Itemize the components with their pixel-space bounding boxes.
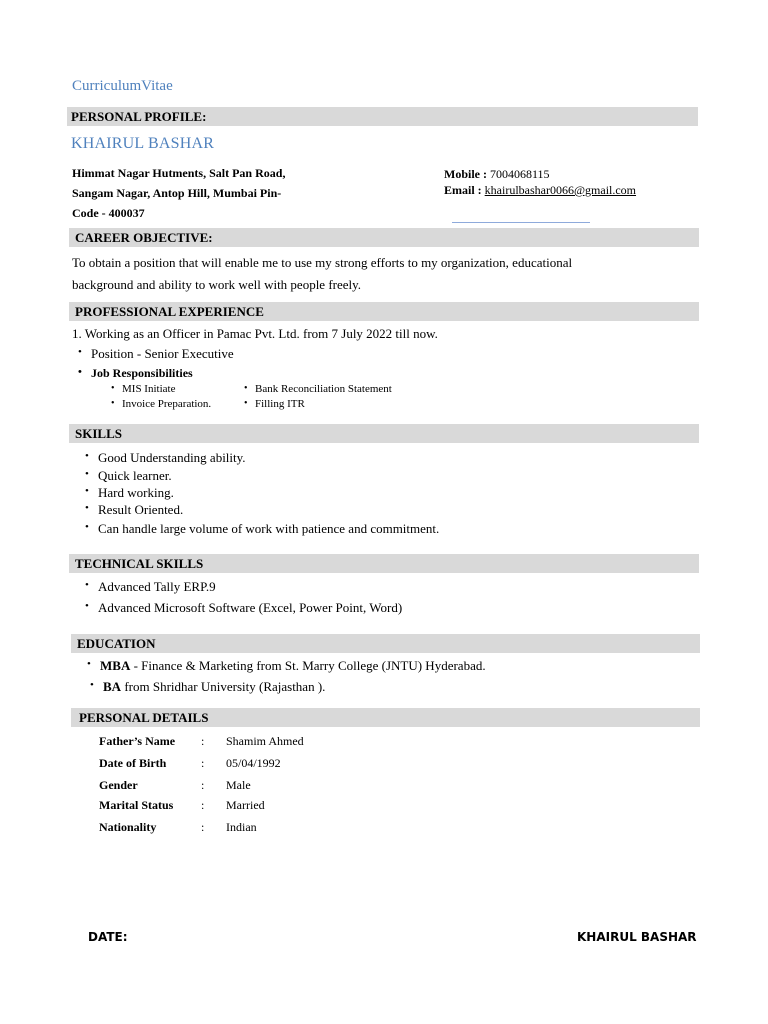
detail-value-nationality: Indian [226, 820, 257, 834]
date-label: DATE: [88, 930, 128, 944]
degree-name: BA [103, 679, 122, 694]
responsibility-item: • Filling ITR [255, 398, 305, 410]
section-header-education: EDUCATION [71, 634, 700, 653]
signature-name: KHAIRUL BASHAR [577, 930, 697, 944]
section-header-personal-details: PERSONAL DETAILS [71, 708, 700, 727]
skill-item: • Hard working. [98, 485, 174, 501]
contact-block [444, 166, 636, 198]
candidate-name: KHAIRUL BASHAR [71, 135, 215, 152]
detail-label-date-of-birth: Date of Birth [99, 756, 167, 770]
mobile-number: 7004068115 [490, 167, 550, 181]
mobile-label: Mobile : [444, 167, 487, 181]
detail-separator: : [201, 778, 205, 792]
detail-separator: : [201, 798, 205, 812]
detail-value-gender: Male [226, 778, 251, 792]
objective-line: background and ability to work well with people freely. [72, 277, 362, 292]
document-title: CurriculumVitae [72, 78, 173, 94]
skill-item: • Result Oriented. [98, 502, 183, 518]
degree-detail: - Finance & Marketing from St. Marry College (JNTU) Hyderabad. [130, 658, 486, 673]
address-line: Sangam Nagar, Antop Hill, Mumbai Pin- [72, 186, 282, 200]
email-link[interactable]: khairulbashar0066@gmail.com [484, 183, 637, 197]
divider-line [452, 222, 590, 223]
address-line: Himmat Nagar Hutments, Salt Pan Road, [72, 166, 286, 180]
skill-item: • Quick learner. [98, 468, 172, 484]
degree-name: MBA [100, 658, 131, 673]
section-header-career-objective: CAREER OBJECTIVE: [69, 228, 699, 247]
address-block [72, 163, 312, 223]
section-header-personal-profile: PERSONAL PROFILE: [67, 107, 698, 126]
detail-value-marital-status: Married [226, 798, 265, 812]
address-line: Code - 400037 [72, 206, 145, 220]
email-label: Email : [444, 183, 482, 197]
career-objective-text [72, 252, 632, 296]
responsibility-item: • Invoice Preparation. [122, 398, 211, 410]
education-item [103, 679, 325, 695]
skill-item: • Can handle large volume of work with patience and commitment. [98, 521, 439, 537]
detail-separator: : [201, 820, 205, 834]
detail-label-fathers-name: Father’s Name [99, 734, 176, 748]
experience-entry: 1. Working as an Officer in Pamac Pvt. Ltd. from 7 July 2022 till now. [72, 326, 438, 341]
email-row [444, 182, 636, 198]
objective-line: To obtain a position that will enable me to use my strong efforts to my organization, educational [72, 255, 573, 270]
technical-skill-item: • Advanced Microsoft Software (Excel, Power Point, Word) [98, 600, 402, 616]
section-header-professional-experience: PROFESSIONAL EXPERIENCE [69, 302, 699, 321]
degree-detail: from Shridhar University (Rajasthan ). [121, 679, 326, 694]
technical-skill-item: • Advanced Tally ERP.9 [98, 579, 216, 595]
detail-separator: : [201, 756, 205, 770]
responsibility-item: • Bank Reconciliation Statement [255, 383, 392, 395]
responsibility-item: • MIS Initiate [122, 383, 175, 395]
detail-value-fathers-name: Shamim Ahmed [226, 734, 304, 748]
education-item [100, 658, 486, 674]
detail-label-nationality: Nationality [99, 820, 157, 834]
mobile-row [444, 166, 636, 182]
detail-label-marital-status: Marital Status [99, 798, 174, 812]
section-header-technical-skills: TECHNICAL SKILLS [69, 554, 699, 573]
detail-value-date-of-birth: 05/04/1992 [226, 756, 281, 770]
position-item: • Position - Senior Executive [91, 346, 234, 362]
detail-separator: : [201, 734, 205, 748]
job-responsibilities-label: • Job Responsibilities [91, 366, 193, 381]
detail-label-gender: Gender [99, 778, 138, 792]
skill-item: • Good Understanding ability. [98, 450, 246, 466]
section-header-skills: SKILLS [69, 424, 699, 443]
